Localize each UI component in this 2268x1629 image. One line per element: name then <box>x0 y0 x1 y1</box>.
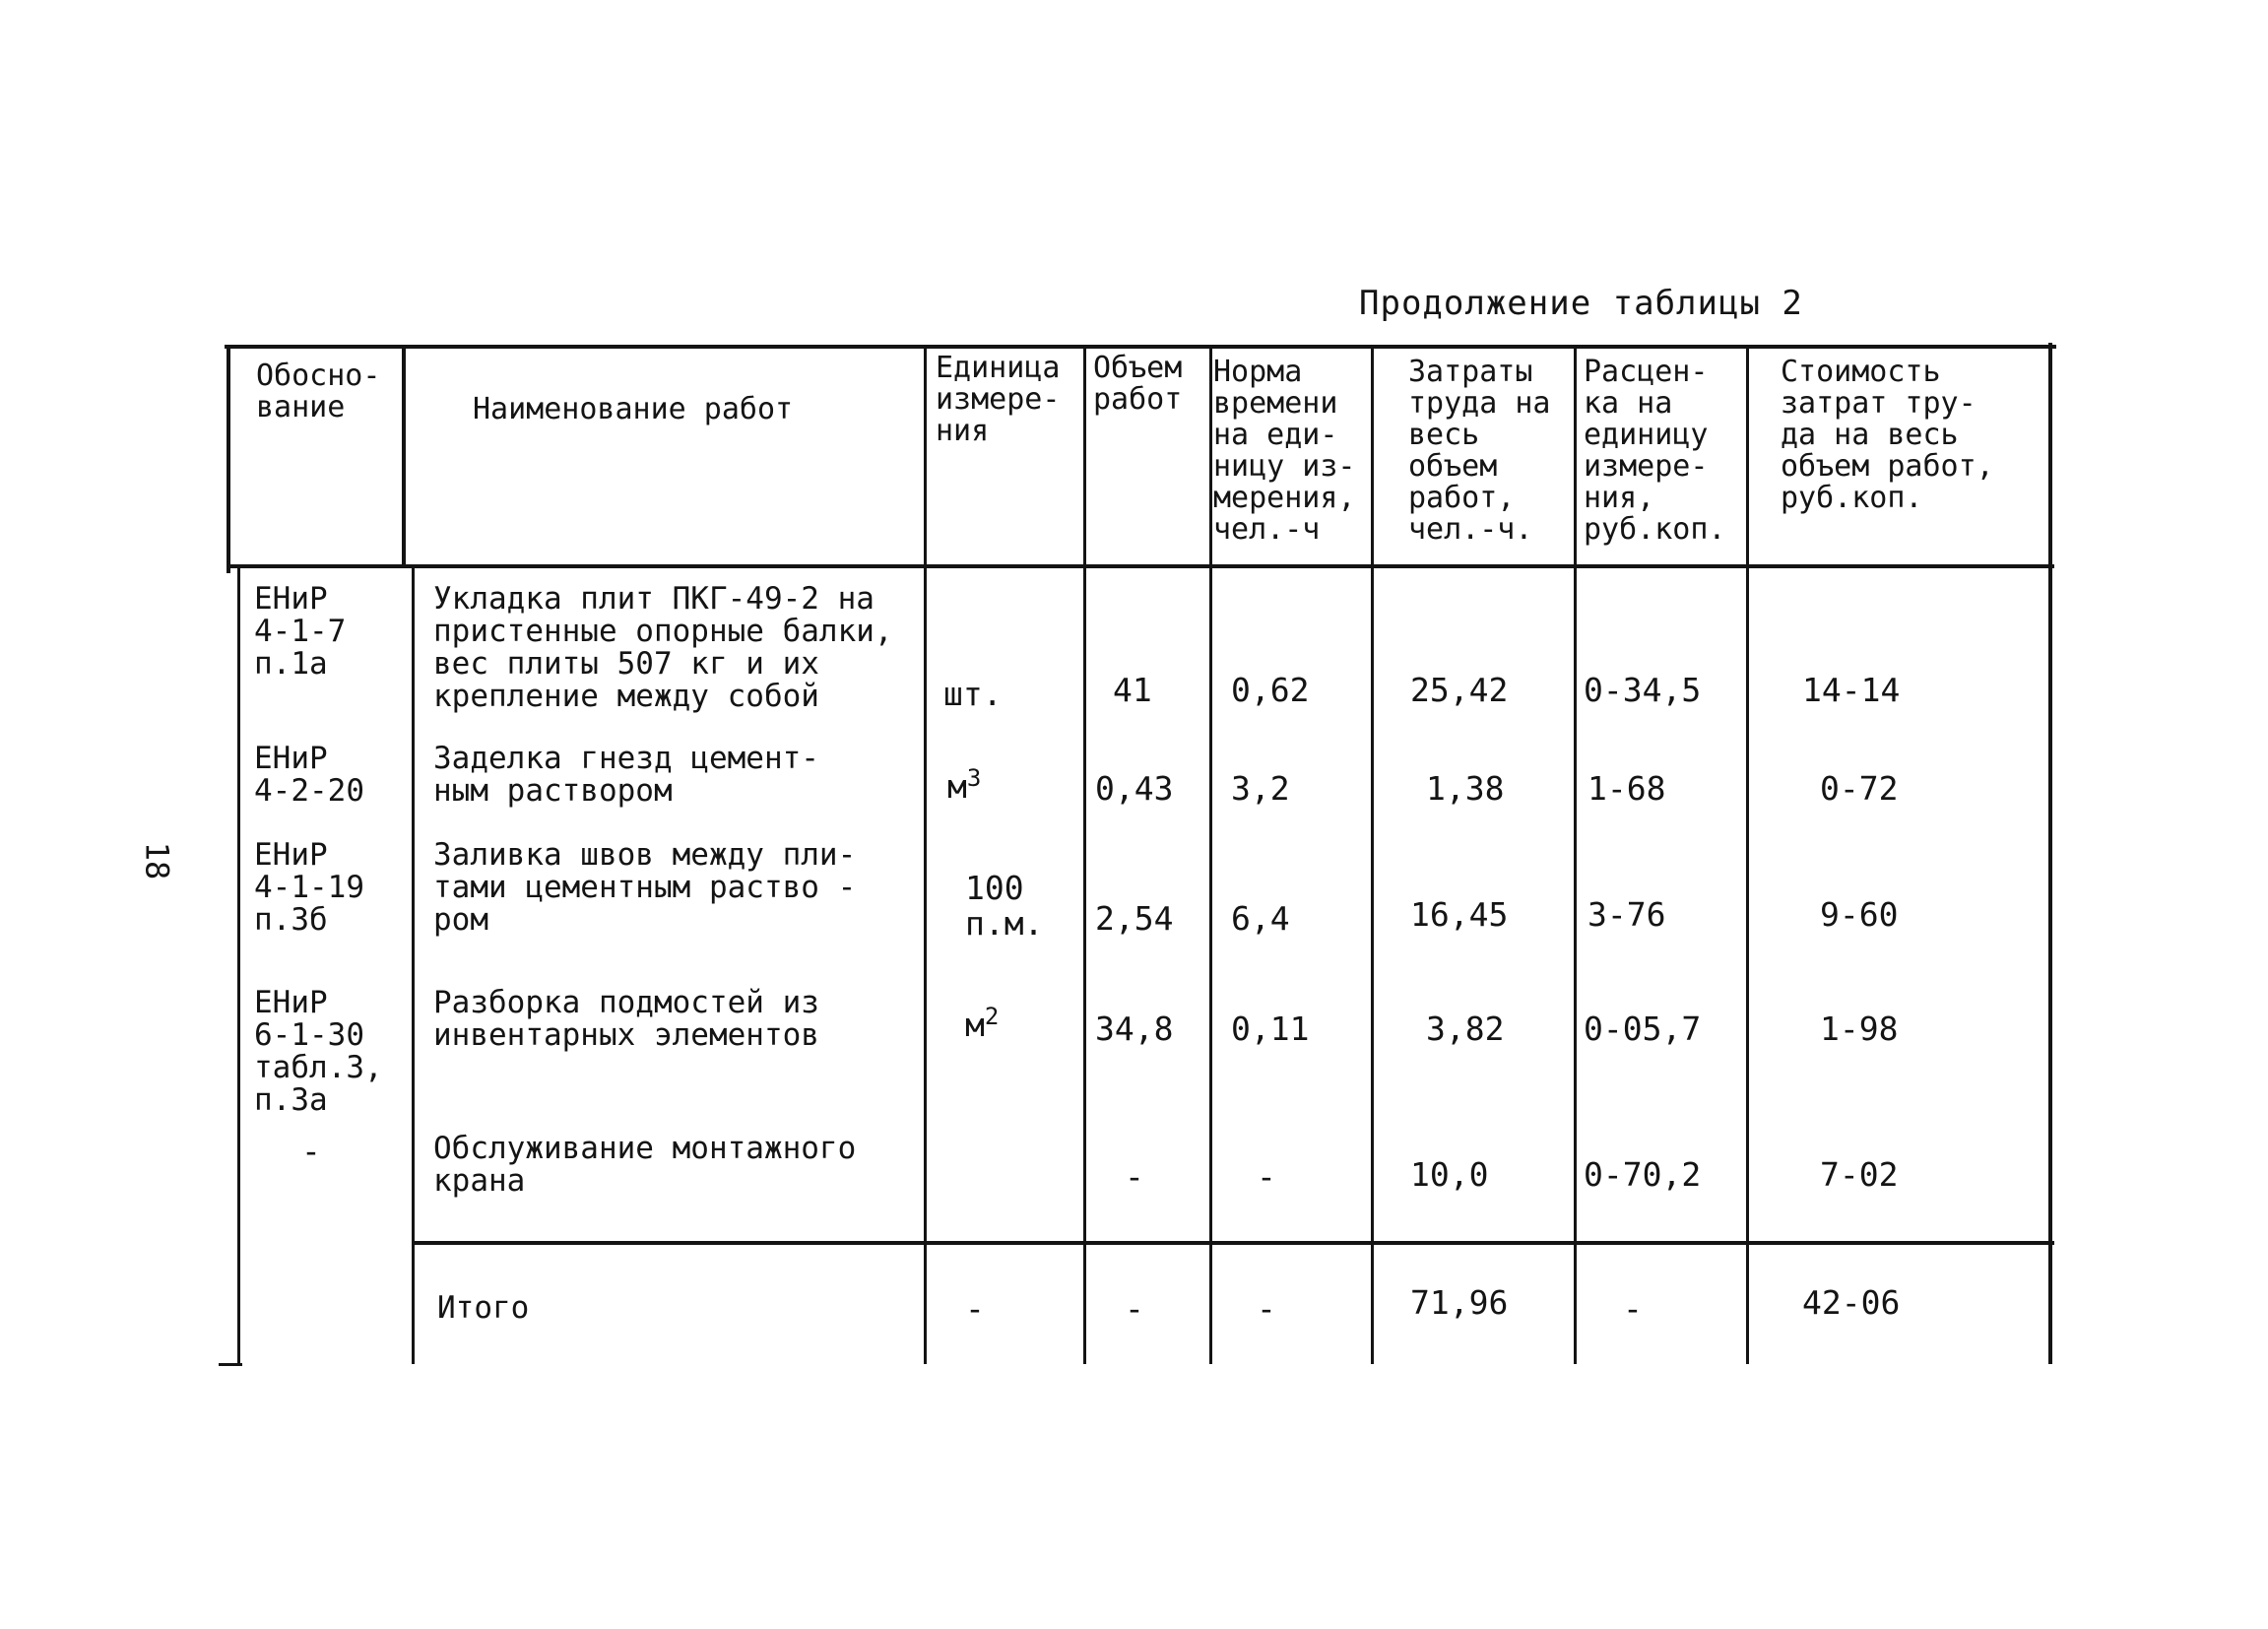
row-cost: 7-02 <box>1820 1155 1899 1194</box>
row-labor: 16,45 <box>1410 895 1509 934</box>
header-cost: Стоимость затрат тру- да на весь объем работ, руб.коп. <box>1781 355 1994 515</box>
row-volume: - <box>1125 1157 1144 1196</box>
row-name: Разборка подмостей из инвентарных элементов <box>433 985 819 1053</box>
table-caption: Продолжение таблицы 2 <box>1359 284 1803 323</box>
row-norm: - <box>1257 1157 1276 1196</box>
table-top-border <box>225 345 2056 349</box>
row-volume: 2,54 <box>1095 899 1174 938</box>
row-rate: 0-05,7 <box>1584 1010 1702 1048</box>
row-labor: 1,38 <box>1426 769 1505 808</box>
total-unit: - <box>965 1289 985 1328</box>
row-basis: - <box>301 1132 321 1170</box>
col-divider-rate <box>1746 347 1749 1364</box>
row-name: Заливка швов между пли- тами цементным раство - ром <box>433 837 857 938</box>
basis-column-left-border <box>237 568 240 1364</box>
row-labor: 10,0 <box>1410 1155 1489 1194</box>
row-cost: 0-72 <box>1820 769 1899 808</box>
total-cost: 42-06 <box>1802 1283 1901 1322</box>
header-volume: Объем работ <box>1093 351 1183 417</box>
col-divider-unit <box>1083 347 1086 1364</box>
row-rate: 0-70,2 <box>1584 1155 1702 1194</box>
row-rate: 3-76 <box>1588 895 1666 934</box>
row-norm: 3,2 <box>1231 769 1290 808</box>
row-rate: 0-34,5 <box>1584 671 1702 709</box>
row-cost: 9-60 <box>1820 895 1899 934</box>
header-rate: Расцен- ка на единицу измере- ния, руб.коп. <box>1584 355 1726 547</box>
header-norm: Норма времени на еди- ницу из- мерения, чел.-ч <box>1213 355 1356 547</box>
col-divider-volume <box>1209 347 1212 1364</box>
row-norm: 0,11 <box>1231 1010 1310 1048</box>
col-divider-basis-body <box>412 566 415 1364</box>
header-name: Наименование работ <box>473 392 794 426</box>
row-volume: 34,8 <box>1095 1010 1174 1048</box>
row-basis: ЕНиР 4-2-20 <box>254 741 364 809</box>
total-rate: - <box>1623 1289 1643 1328</box>
page-number: 18 <box>138 841 176 880</box>
col-divider-labor <box>1574 347 1577 1364</box>
total-volume: - <box>1125 1289 1144 1328</box>
total-norm: - <box>1257 1289 1276 1328</box>
row-unit: $м^2$ <box>965 1003 1000 1044</box>
row-rate: 1-68 <box>1588 769 1666 808</box>
row-unit: $м^3$ <box>947 764 982 806</box>
total-labor: 71,96 <box>1410 1283 1509 1322</box>
table-right-border <box>2048 343 2052 1364</box>
row-labor: 3,82 <box>1426 1010 1505 1048</box>
total-label: Итого <box>437 1290 530 1326</box>
col-divider-basis-header <box>402 347 406 568</box>
row-name: Обслуживание монтажного крана <box>433 1131 857 1199</box>
row-norm: 6,4 <box>1231 899 1290 938</box>
row-cost: 1-98 <box>1820 1010 1899 1048</box>
col-divider-name <box>924 347 927 1364</box>
col-divider-norm <box>1371 347 1374 1364</box>
header-labor: Затраты труда на весь объем работ, чел.-ч. <box>1408 355 1551 547</box>
row-basis: ЕНиР 4-1-19 п.3б <box>254 837 364 938</box>
header-basis: Обосно- вание <box>256 358 381 424</box>
row-cost: 14-14 <box>1802 671 1901 709</box>
header-bottom-border <box>228 564 2054 568</box>
header-unit: Единица измере- ния <box>936 351 1061 448</box>
row-volume: 0,43 <box>1095 769 1174 808</box>
row-name: Укладка плит ПКГ-49-2 на пристенные опорные балки, вес плиты 507 кг и их крепление между собой <box>433 581 893 714</box>
row-basis: ЕНиР 4-1-7 п.1а <box>254 581 347 682</box>
total-top-border <box>412 1241 2054 1245</box>
row-labor: 25,42 <box>1410 671 1509 709</box>
row-unit: шт. <box>943 675 1003 713</box>
row-unit: 100 п.м. <box>965 869 1044 943</box>
row-norm: 0,62 <box>1231 671 1310 709</box>
row-basis: ЕНиР 6-1-30 табл.3, п.3а <box>254 985 383 1118</box>
row-name: Заделка гнезд цемент- ным раствором <box>433 741 819 809</box>
row-volume: 41 <box>1113 671 1152 709</box>
table-left-border <box>227 347 230 573</box>
